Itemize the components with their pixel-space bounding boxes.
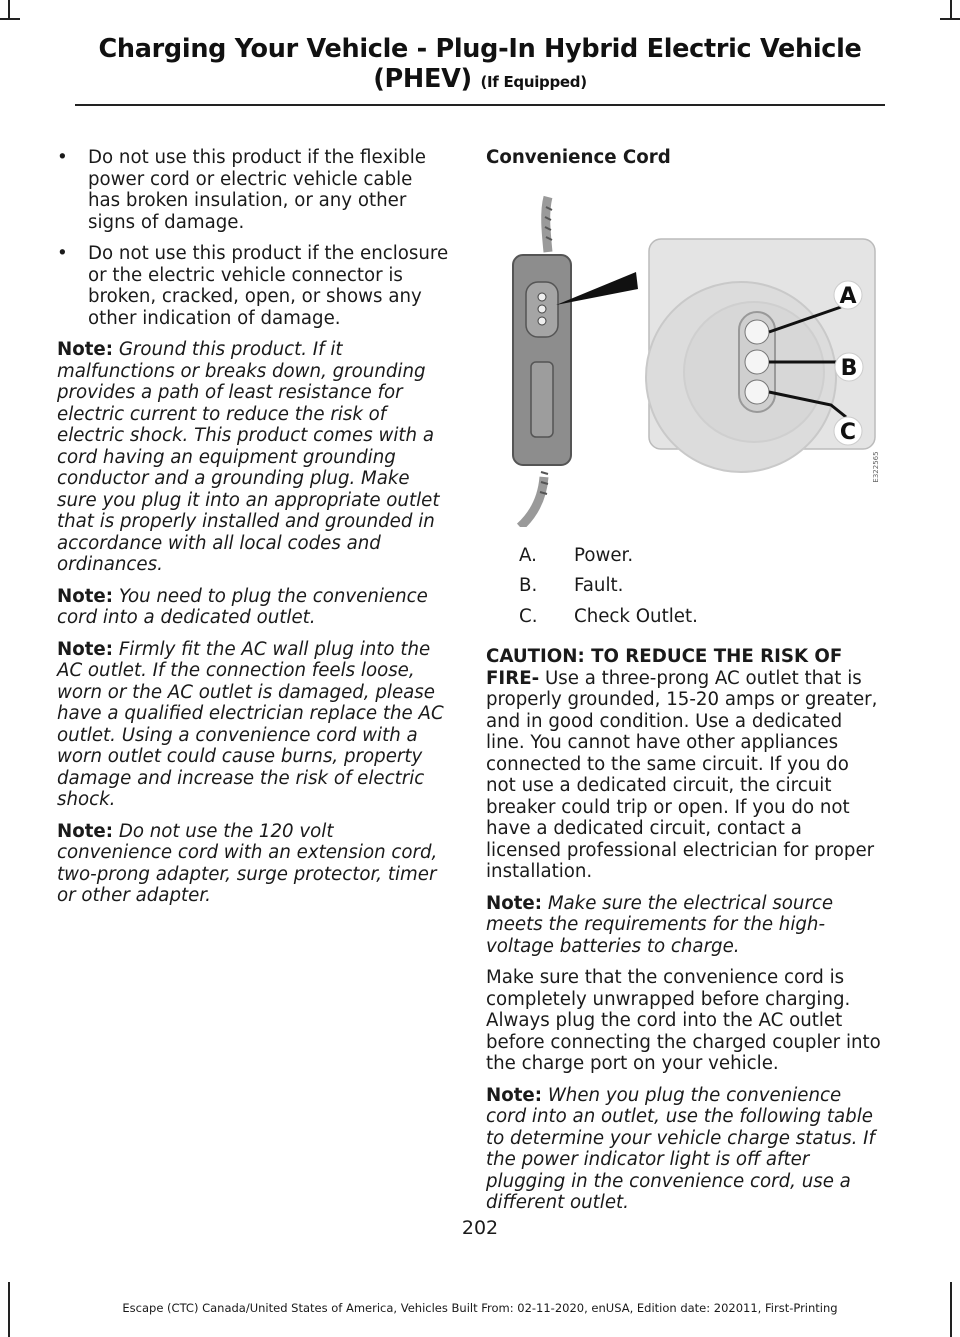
label-recess (531, 362, 553, 437)
led-power (745, 320, 769, 344)
note-paragraph (57, 586, 449, 629)
legend-letter: B. (519, 575, 538, 596)
figure-id: E322565 (872, 450, 880, 483)
body-paragraph: Make sure that the convenience cord is completely unwrapped before charging. Always plug the cord into the AC outlet before connecting the charged coupler into the charge port on your vehicle. (486, 967, 881, 1074)
header-divider (75, 104, 885, 106)
crop-mark (8, 0, 10, 20)
cable-top (546, 197, 548, 252)
note-paragraph (57, 639, 449, 811)
cable-bottom (520, 477, 544, 527)
legend-text: Check Outlet. (574, 605, 698, 627)
callout-label-b: B (840, 355, 858, 381)
indicator-led (538, 317, 546, 325)
note-label: Note: (57, 585, 114, 607)
page-number: 202 (461, 1217, 499, 1239)
bullet-marker: • (57, 243, 68, 264)
page-title-phev: (PHEV) (373, 64, 472, 94)
legend-letter: A. (519, 544, 537, 566)
legend-item (519, 575, 882, 606)
figure-legend (519, 545, 882, 637)
led-fault (745, 350, 769, 374)
bullet-text: Do not use this product if the flexible power cord or electric vehicle cable has broken insulation, or any other signs of damage. (88, 147, 426, 233)
right-column (486, 147, 882, 1224)
left-column (57, 147, 449, 917)
bullet-item (57, 147, 449, 233)
convenience-cord-figure (486, 177, 882, 527)
note-label: Note: (57, 638, 114, 660)
led-check-outlet (745, 380, 769, 404)
bullet-text: Do not use this product if the enclosure or the electric vehicle connector is broken, cracked, open, or shows any other indication of damage. (88, 243, 449, 329)
callout-label-a: A (839, 283, 857, 309)
note-label: Note: (486, 1084, 543, 1106)
crop-mark (950, 0, 952, 20)
note-text: Ground this product. If it malfunctions or breaks down, grounding provides a path of least resistance for electric current to reduce the risk of electric shock. This product comes with a cord having an equipment grounding conductor and a grounding plug. Make sure you plug it into an appropriate outlet that is properly installed and grounded in accordance with all local codes and ordinances. (57, 339, 440, 575)
bullet-item (57, 243, 449, 329)
bullet-marker: • (57, 147, 68, 168)
page-header (0, 34, 960, 97)
legend-item (519, 545, 882, 576)
note-text: When you plug the convenience cord into an outlet, use the following table to determine your vehicle charge status. If the power indicator light is off after plugging in the convenience cord, use a different outlet. (486, 1084, 875, 1213)
legend-text: Power. (574, 544, 634, 566)
note-paragraph (486, 1085, 882, 1214)
note-label: Note: (57, 820, 114, 842)
note-paragraph (57, 339, 449, 576)
page-title-line1: Charging Your Vehicle - Plug-In Hybrid Electric Vehicle (98, 34, 862, 64)
legend-item (519, 606, 882, 637)
legend-text: Fault. (574, 575, 624, 596)
caution-text: Use a three-prong AC outlet that is properly grounded, 15-20 amps or greater, and in good condition. Use a dedicated line. You cannot have other appliances connected to the same circuit. If you do not use a dedicated circuit, the circuit breaker could trip or open. If you do not have a dedicated circuit, contact a licensed professional electrician for proper installation. (486, 667, 878, 882)
crop-mark (940, 18, 960, 20)
note-paragraph (57, 821, 449, 907)
indicator-led (538, 305, 546, 313)
crop-mark (0, 18, 20, 20)
page-footer: Escape (CTC) Canada/United States of America, Vehicles Built From: 02-11-2020, enUSA, Edition date: 202011, First-Printing (122, 1301, 838, 1315)
note-text: Make sure the electrical source meets the requirements for the high-voltage batteries to charge. (486, 892, 834, 957)
note-label: Note: (486, 892, 543, 914)
note-text: Do not use the 120 volt convenience cord with an extension cord, two-prong adapter, surge protector, timer or other adapter. (57, 820, 438, 906)
note-label: Note: (57, 339, 114, 360)
convenience-cord-illustration (486, 177, 882, 527)
section-title: Convenience Cord (486, 147, 671, 168)
caution-title: CAUTION: TO REDUCE THE RISK OF FIRE- (486, 646, 843, 689)
caution-paragraph (486, 646, 882, 883)
callout-label-c: C (839, 419, 857, 445)
legend-letter: C. (519, 605, 538, 627)
note-text: Firmly fit the AC wall plug into the AC outlet. If the connection feels loose, worn or the AC outlet is damaged, please have a qualified electrician replace the AC outlet. Using a convenience cord with a worn outlet could cause burns, property damage and increase the risk of electric shock. (57, 638, 444, 810)
note-paragraph (486, 893, 882, 958)
page-title-line2 (0, 64, 960, 97)
page-title-suffix: (If Equipped) (480, 73, 587, 91)
indicator-led (538, 293, 546, 301)
note-text: You need to plug the convenience cord into a dedicated outlet. (57, 585, 428, 628)
